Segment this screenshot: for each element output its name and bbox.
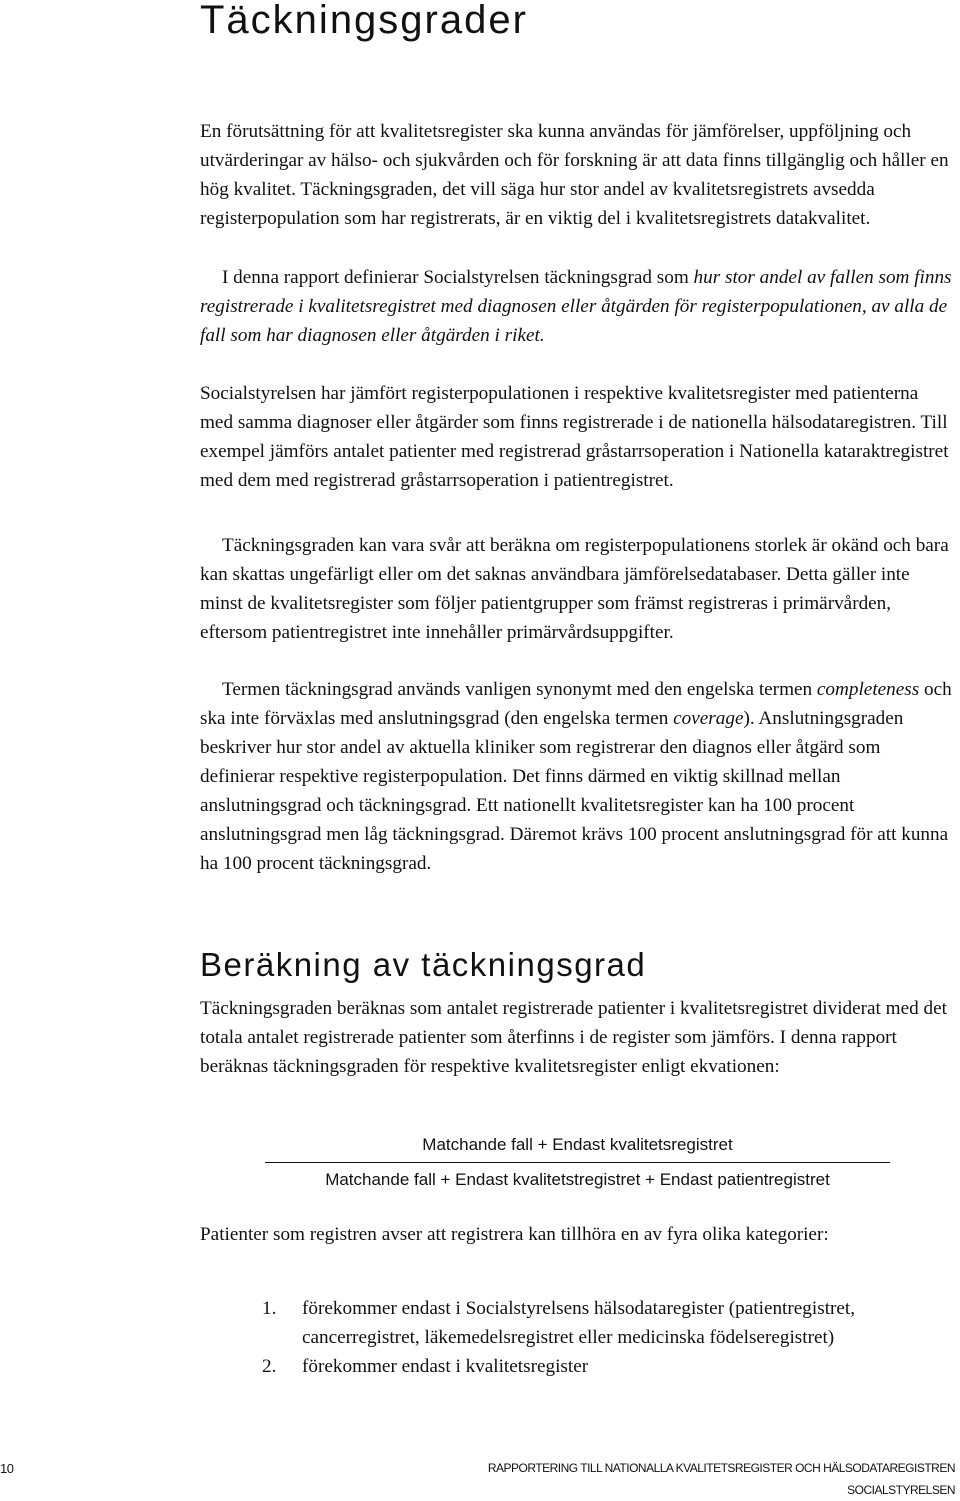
term-completeness: completeness — [816, 679, 920, 700]
paragraph-comparison: Socialstyrelsen har jämfört registerpopulationen i respektive kvalitetsregister med patienterna med samma diagnoser eller åtgärder som finns registrerade i de nationella hälsodataregistren. Till exempel jämförs antalet patienter med registrerad gråstarrsoperation i Nationella kataraktregistret med dem med registrerad gråstarrsoperation i patientregistret. — [200, 383, 949, 491]
footer-title: RAPPORTERING TILL NATIONALLA KVALITETSREGISTER OCH HÄLSODATAREGISTREN — [487, 1461, 955, 1475]
terminology-part-b: och ska inte förväxlas med anslutningsgrad (den engelska termen — [200, 679, 952, 729]
terminology-part-a: Termen täckningsgrad används vanligen synonymt med den engelska termen — [222, 679, 817, 700]
definition-lead: I denna rapport definierar Socialstyrelsen täckningsgrad som — [222, 267, 694, 288]
paragraph-categories: Patienter som registren avser att registrera kan tillhöra en av fyra olika kategorier: — [200, 1224, 829, 1245]
terminology-part-c: ). Anslutningsgraden beskriver hur stor andel av aktuella kliniker som registrerar den diagnos eller åtgärd som definierar respektive registerpopulation. Det finns därmed en viktig skillnad mellan anslutningsgrad och täckningsgrad. Ett nationellt kvalitetsregister kan ha 100 procent anslutningsgrad men låg täckningsgrad. Däremot krävs 100 procent anslutningsgrad för att kunna ha 100 procent täckningsgrad. — [200, 708, 949, 874]
paragraph-difficulty: Täckningsgraden kan vara svår att beräkna om registerpopulationens storlek är okänd och bara kan skattas ungefärligt eller om det saknas användbara jämförelsedatabaser. Detta gäller inte minst de kvalitetsregister som följer patientgrupper som främst registreras i primärvården, eftersom patientregistret inte innehåller primärvårdsuppgifter. — [200, 535, 949, 643]
page-number: 10 — [0, 1461, 14, 1476]
list-item-number: 1. — [262, 1298, 277, 1319]
list-item — [200, 1352, 960, 1381]
paragraph-intro: En förutsättning för att kvalitetsregister ska kunna användas för jämförelser, uppföljning och utvärderingar av hälso- och sjukvården och för forskning är att data finns tillgänglig och håller en hög kvalitet. Täckningsgraden, det vill säga hur stor andel av kvalitetsregistrets avsedda registerpopulation som har registrerats, är en viktig del i kvalitetsregistrets datakvalitet. — [200, 121, 949, 229]
page-title: Täckningsgrader — [200, 0, 528, 42]
paragraph-calculation: Täckningsgraden beräknas som antalet registrerade patienter i kvalitetsregistret dividerat med det totala antalet registrerade patienter som återfinns i de register som jämförs. I denna rapport beräknas täckningsgraden för respektive kvalitetsregister enligt ekvationen: — [200, 998, 947, 1077]
list-item-text: förekommer endast i Socialstyrelsens hälsodataregister (patientregistret, cancerregistret, läkemedelsregistret eller medicinska födelseregistret) — [302, 1298, 856, 1348]
list-item-number: 2. — [262, 1356, 277, 1377]
category-list — [200, 1294, 960, 1381]
definition-text: hur stor andel av fallen som finns registrerade i kvalitetsregistret med diagnosen eller åtgärden för registerpopulationen, av alla de fall som har diagnosen eller åtgärden i riket. — [200, 267, 952, 346]
footer-publisher: SOCIALSTYRELSEN — [847, 1483, 955, 1497]
paragraph-definition — [200, 263, 955, 350]
formula-numerator: Matchande fall + Endast kvalitetsregistret — [265, 1135, 890, 1163]
paragraph-terminology — [200, 675, 955, 878]
term-coverage: coverage — [673, 708, 744, 729]
section-heading: Beräkning av täckningsgrad — [200, 946, 647, 983]
formula-denominator: Matchande fall + Endast kvalitetstregistret + Endast patientregistret — [325, 1170, 830, 1189]
list-item-text: förekommer endast i kvalitetsregister — [302, 1356, 589, 1377]
coverage-formula — [265, 1135, 890, 1190]
list-item — [200, 1294, 960, 1352]
